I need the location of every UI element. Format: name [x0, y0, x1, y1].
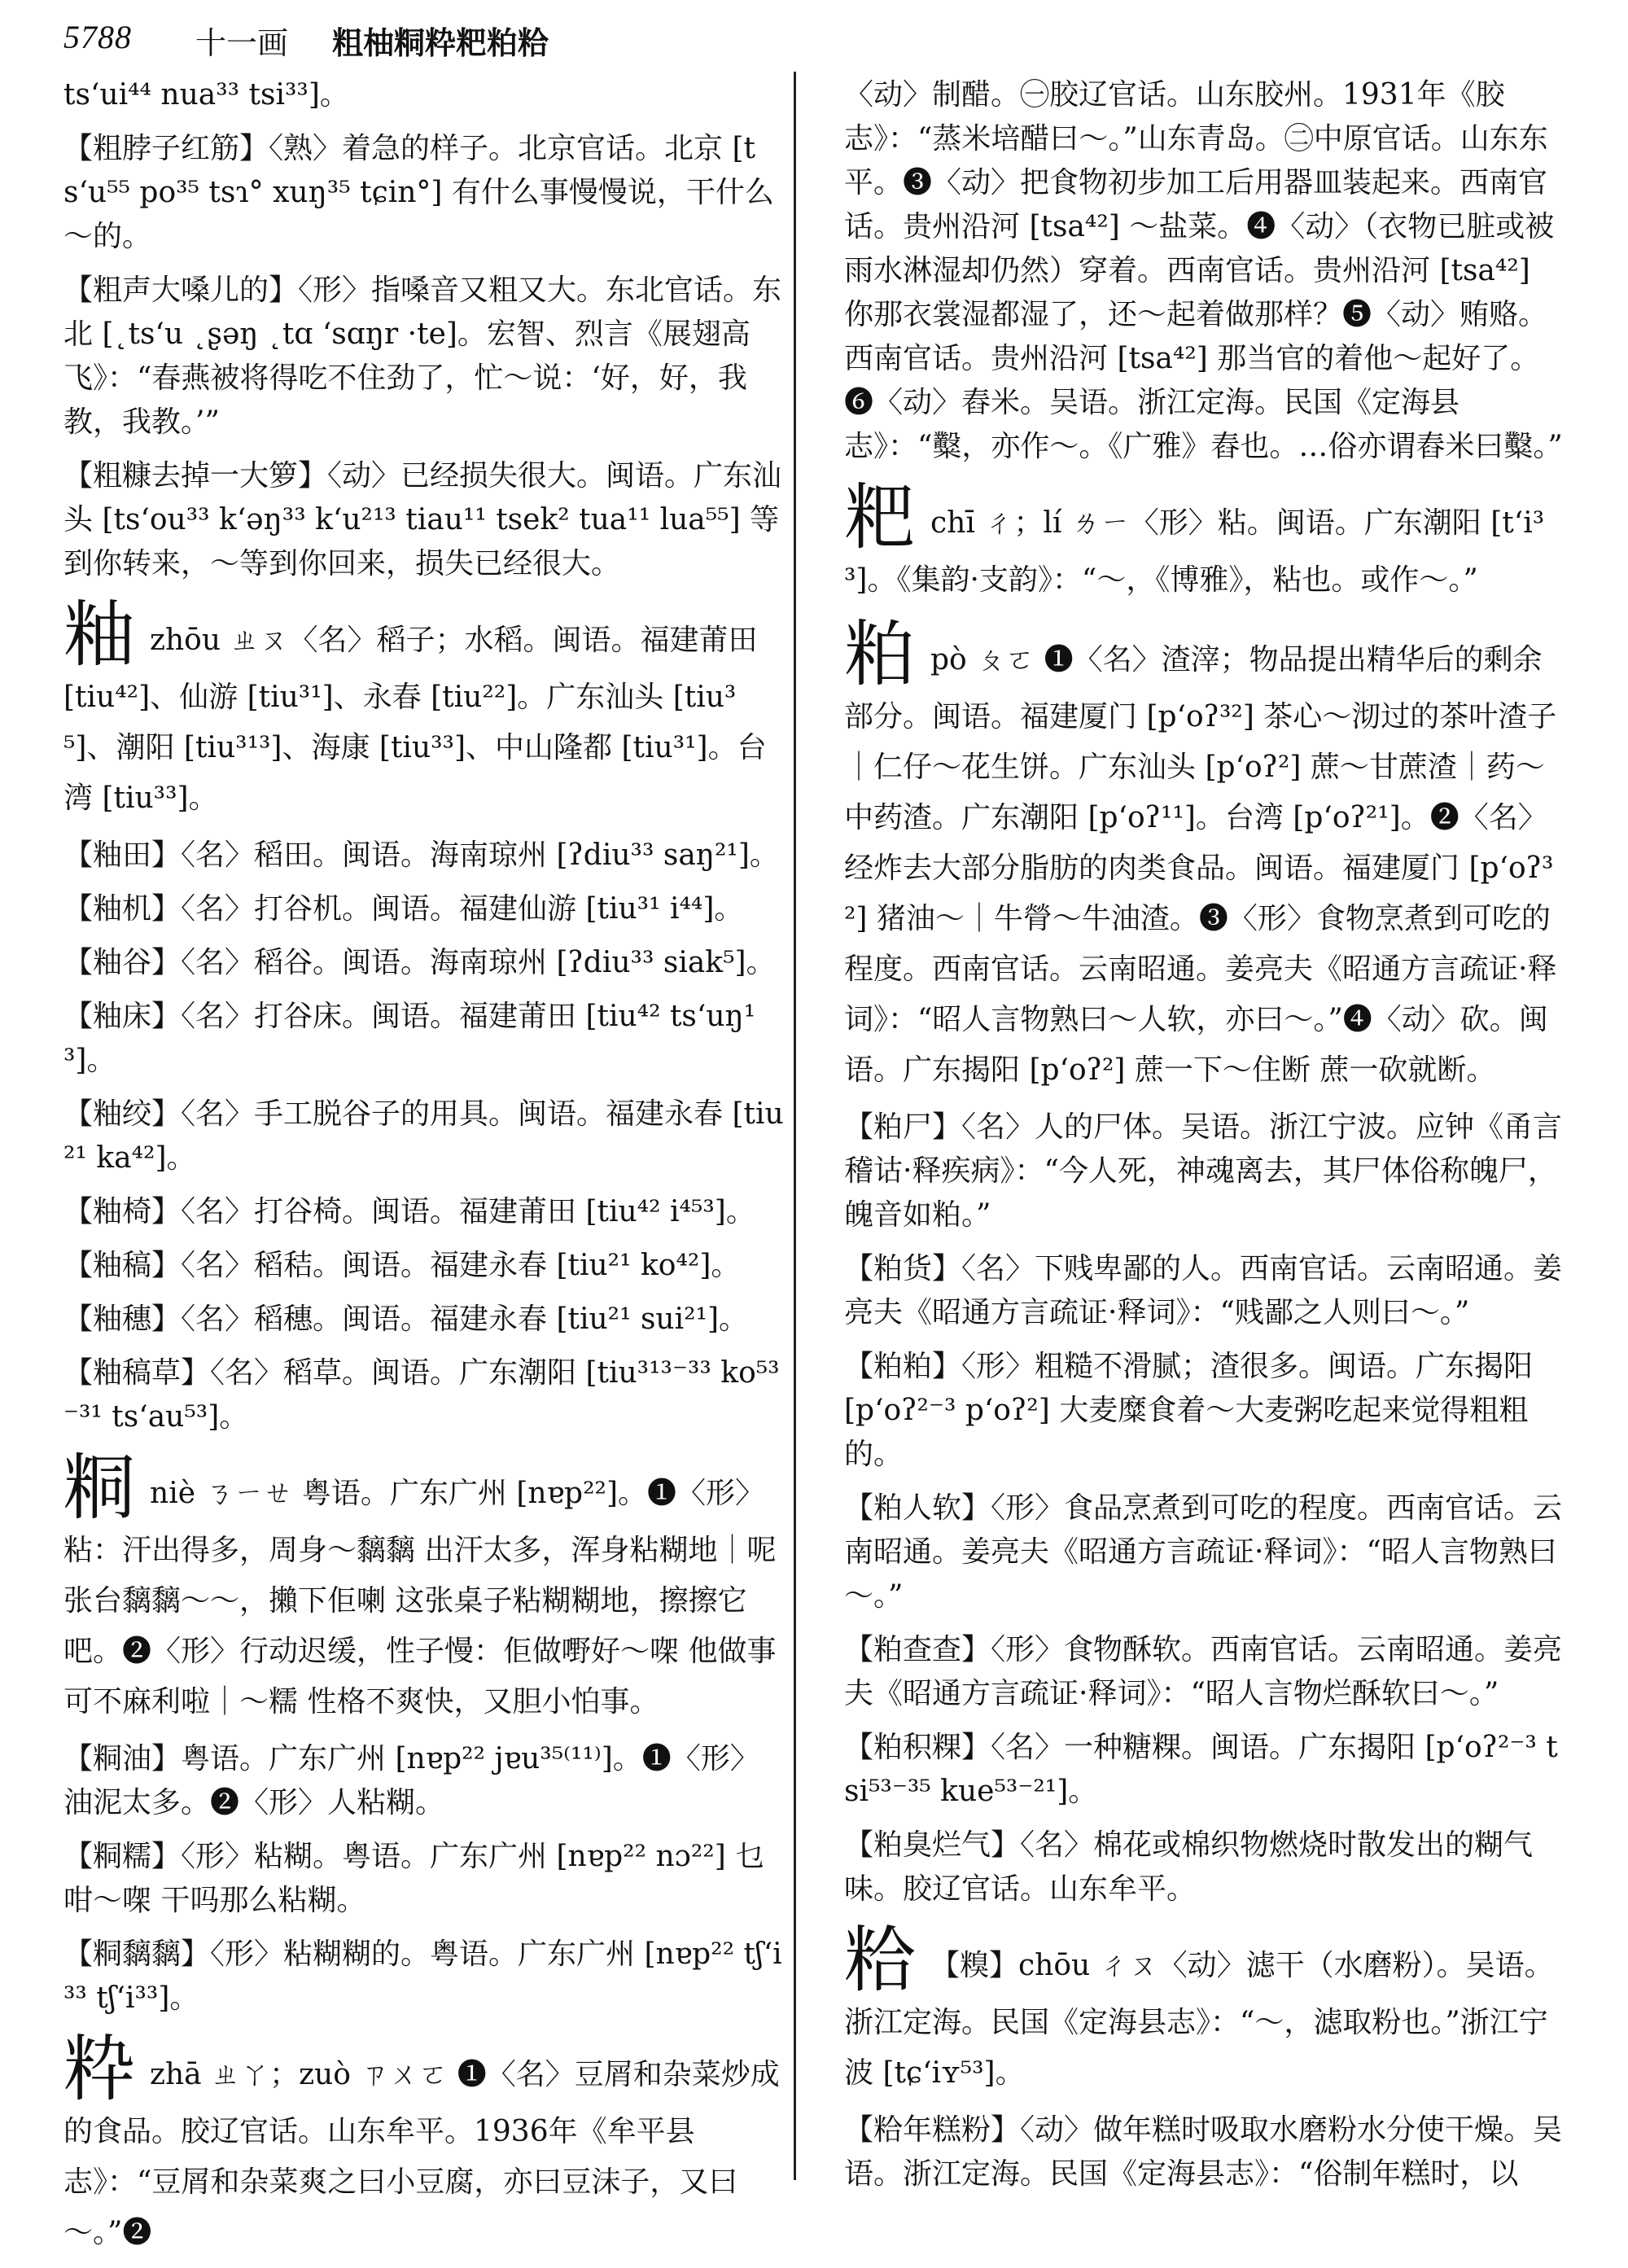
entry-text: 【粙床】〈名〉打谷床。闽语。福建莆田 [tiu⁴² ts‘uŋ¹³]。 [63, 1000, 756, 1077]
head-entry [63, 1446, 784, 1727]
dictionary-entry [844, 1247, 1569, 1335]
dictionary-entry [63, 1351, 784, 1439]
dictionary-entry [63, 269, 784, 444]
head-character: 粕 [844, 612, 917, 696]
entry-text: 【糗】chōu ㄔㄡ〈动〉滤干（水磨粉）。吴语。浙江定海。民国《定海县志》：“～，滤取粉也。”浙江宁波 [tɕ‘iʏ⁵³]。 [844, 1949, 1554, 2090]
head-entry [844, 1918, 1569, 2099]
dictionary-entry [63, 1933, 784, 2021]
dictionary-entry [63, 941, 784, 985]
dictionary-entry [844, 2108, 1569, 2196]
head-character: 粋 [63, 2027, 136, 2111]
dictionary-entry [63, 995, 784, 1083]
entry-text: 【粕查查】〈形〉食物酥软。西南官话。云南昭通。姜亮夫《昭通方言疏证·释词》：“昭人言物烂酥软曰～。” [844, 1633, 1563, 1710]
entry-text: 【粕粕】〈形〉粗糙不滑腻；渣很多。闽语。广东揭阳 [p‘oʔ²⁻³ p‘oʔ²] 大麦糜食着～大麦粥吃起来觉得粗粗的。 [844, 1350, 1534, 1471]
dictionary-entry [844, 1345, 1569, 1477]
head-character: 粭 [844, 1918, 917, 2002]
head-character: 粑 [844, 475, 917, 559]
character-range: 粗柚粡粋粑粕粭 [332, 24, 549, 61]
dictionary-entry [63, 834, 784, 878]
entry-text: 【粙谷】〈名〉稻谷。闽语。海南琼州 [ʔdiu³³ siak⁵]。 [63, 946, 776, 979]
dictionary-entry [844, 1726, 1569, 1814]
entry-text: 【粕货】〈名〉下贱卑鄙的人。西南官话。云南昭通。姜亮夫《昭通方言疏证·释词》：“贱鄙之人则曰～。” [844, 1252, 1563, 1329]
entry-text: 【粭年糕粉】〈动〉做年糕时吸取水磨粉水分使干燥。吴语。浙江定海。民国《定海县志》：“俗制年糕时，以 [844, 2113, 1563, 2191]
dictionary-entry [63, 1190, 784, 1234]
dictionary-entry [844, 1486, 1569, 1618]
head-entry [844, 612, 1569, 1096]
dictionary-entry [844, 1824, 1569, 1911]
dictionary-entry [63, 1244, 784, 1288]
entry-text: niè ㄋㄧㄝ 粤语。广东广州 [nɐp²²]。❶〈形〉粘：汗出得多，周身～黐黐 出汗太多，浑身粘糊地｜呢张台黐黐～～，攋下佢喇 这张桌子粘糊糊地，擦擦它吧。❷〈形〉行动迟缓，性子慢：佢做嘢好～㗎 他做事可不麻利啦｜～糯 性格不爽快，又胆小怕事。 [63, 1477, 777, 1719]
dictionary-entry [844, 1106, 1569, 1237]
dictionary-entry [63, 73, 784, 117]
entry-text: zhā ㄓㄚ；zuò ㄗㄨㄛ ❶〈名〉豆屑和杂菜炒成的食品。胶辽官话。山东牟平。1936年《牟平县志》：“豆屑和杂菜爽之曰小豆腐，亦曰豆沫子，又曰～。”❷ [63, 2058, 780, 2249]
dictionary-entry [63, 127, 784, 259]
dictionary-entry [63, 887, 784, 931]
entry-text: zhōu ㄓㄡ〈名〉稻子；水稻。闽语。福建莆田 [tiu⁴²]、仙游 [tiu³¹]、永春 [tiu²²]。广东汕头 [tiu³⁵]、潮阳 [tiu³¹³]、海康 [tiu³³]、中山隆都 [tiu³¹]。台湾 [tiu³³]。 [63, 624, 767, 815]
entry-text: chī ㄔ；lí ㄌㄧ〈形〉粘。闽语。广东潮阳 [t‘i³³]。《集韵·支韵》：“～，《博雅》，粘也。或作～。” [844, 506, 1545, 597]
head-entry [844, 475, 1569, 606]
dictionary-entry [63, 1737, 784, 1825]
entry-text: 【粕尸】〈名〉人的尸体。吴语。浙江宁波。应钟《甬言稽诂·释疾病》：“今人死，神魂离去，其尸体俗称魄尸，魄音如粕。” [844, 1110, 1563, 1232]
entry-text: 【粡糯】〈形〉粘糊。粤语。广东广州 [nɐp²² nɔ²²] 乜咁～㗎 干吗那么粘糊。 [63, 1840, 765, 1917]
left-column [63, 73, 784, 2268]
entry-text: 【粙田】〈名〉稻田。闽语。海南琼州 [ʔdiu³³ saŋ²¹]。 [63, 838, 779, 872]
entry-text: 【粗糠去掉一大箩】〈动〉已经损失很大。闽语。广东汕头 [ts‘ou³³ k‘əŋ³³ k‘u²¹³ tiau¹¹ tsek² tua¹¹ lua⁵⁵] 等到你转来，～等到你回来，损失已经很大。 [63, 459, 782, 580]
entry-text: ts‘ui⁴⁴ nua³³ tsi³³]。 [63, 78, 349, 112]
entry-text: 【粙稿草】〈名〉稻草。闽语。广东潮阳 [tiu³¹³⁻³³ ko⁵³⁻³¹ ts‘au⁵³]。 [63, 1356, 780, 1434]
entry-text: 【粙穗】〈名〉稻穗。闽语。福建永春 [tiu²¹ sui²¹]。 [63, 1303, 749, 1336]
entry-text: 〈动〉制醋。㊀胶辽官话。山东胶州。1931年《胶志》：“蒸米培醋曰～。”山东青岛。㊁中原官话。山东东平。❸〈动〉把食物初步加工后用器皿装起来。西南官话。贵州沿河 [tsa⁴²] ～盐菜。❹〈动〉（衣物已脏或被雨水淋湿却仍然）穿着。西南官话。贵州沿河 [tsa⁴²] 你那衣裳湿都湿了，还～起着做那样？❺〈动〉贿赂。西南官话。贵州沿河 [tsa⁴²] 那当官的着他～起好了。❻〈动〉舂米。吴语。浙江定海。民国《定海县志》：“糳，亦作～。《广雅》舂也。…俗亦谓舂米曰糳。” [844, 78, 1563, 463]
dictionary-entry [63, 1835, 784, 1923]
dictionary-entry [844, 1628, 1569, 1716]
entry-text: 【粙椅】〈名〉打谷椅。闽语。福建莆田 [tiu⁴² i⁴⁵³]。 [63, 1195, 755, 1228]
entry-text: 【粙稿】〈名〉稻秸。闽语。福建永春 [tiu²¹ ko⁴²]。 [63, 1249, 741, 1282]
entry-text: 【粕臭烂气】〈名〉棉花或棉织物燃烧时散发出的糊气味。胶辽官话。山东牟平。 [844, 1828, 1534, 1906]
entry-text: 【粙机】〈名〉打谷机。闽语。福建仙游 [tiu³¹ i⁴⁴]。 [63, 892, 744, 926]
entry-text: 【粡黐黐】〈形〉粘糊糊的。粤语。广东广州 [nɐp²² tʃ‘i³³ tʃ‘i³³]。 [63, 1937, 782, 2015]
dictionary-entry [63, 1298, 784, 1342]
entry-text: 【粕人软】〈形〉食品烹煮到可吃的程度。西南官话。云南昭通。姜亮夫《昭通方言疏证·释词》：“昭人言物熟曰～。” [844, 1491, 1563, 1613]
entry-text: 【粡油】粤语。广东广州 [nɐp²² jɐu³⁵⁽¹¹⁾]。❶〈形〉油泥太多。❷〈形〉人粘糊。 [63, 1742, 759, 1819]
dictionary-entry [63, 1092, 784, 1180]
head-character: 粡 [63, 1446, 136, 1530]
entry-text: 【粕积粿】〈名〉一种糖粿。闽语。广东揭阳 [p‘oʔ²⁻³ tsi⁵³⁻³⁵ kue⁵³⁻²¹]。 [844, 1731, 1558, 1808]
column-divider [794, 72, 796, 2180]
page-number: 5788 [63, 19, 132, 55]
stroke-count: 十一画 [195, 25, 289, 61]
dictionary-entry [63, 454, 784, 586]
head-character: 粙 [63, 593, 136, 676]
head-entry [63, 2027, 784, 2258]
dictionary-entry [844, 73, 1569, 469]
entry-text: 【粙绞】〈名〉手工脱谷子的用具。闽语。福建永春 [tiu²¹ ka⁴²]。 [63, 1097, 784, 1175]
entry-text: 【粗脖子红筋】〈熟〉着急的样子。北京官话。北京 [ts‘u⁵⁵ po³⁵ tsɿ° xuŋ³⁵ tɕin°] 有什么事慢慢说，干什么～的。 [63, 132, 774, 253]
entry-text: 【粗声大嗓儿的】〈形〉指嗓音又粗又大。东北官话。东北 [˛ts‘u ˛ʂəŋ ˛tɑ ‘sɑŋr ·te]。宏智、烈言《展翅高飞》：“春燕被将得吃不住劲了，忙～说：‘好，好，我教，我教。’” [63, 274, 782, 439]
entry-text: pò ㄆㄛ ❶〈名〉渣滓；物品提出精华后的剩余部分。闽语。福建厦门 [p‘oʔ³²] 茶心～沏过的茶叶渣子｜仁仔～花生饼。广东汕头 [p‘oʔ²] 蔗～甘蔗渣｜药～中药渣。广东潮阳 [p‘oʔ¹¹]。台湾 [p‘oʔ²¹]。❷〈名〉经炸去大部分脂肪的肉类食品。闽语。福建厦门 [p‘oʔ³²] 猪油～｜牛膋～牛油渣。❸〈形〉食物烹煮到可吃的程度。西南官话。云南昭通。姜亮夫《昭通方言疏证·释词》：“昭人言物熟曰～人软，亦曰～。”❹〈动〉砍。闽语。广东揭阳 [p‘oʔ²] 蔗一下～住断 蔗一砍就断。 [844, 643, 1557, 1087]
right-column [844, 73, 1569, 2206]
head-entry [63, 593, 784, 824]
